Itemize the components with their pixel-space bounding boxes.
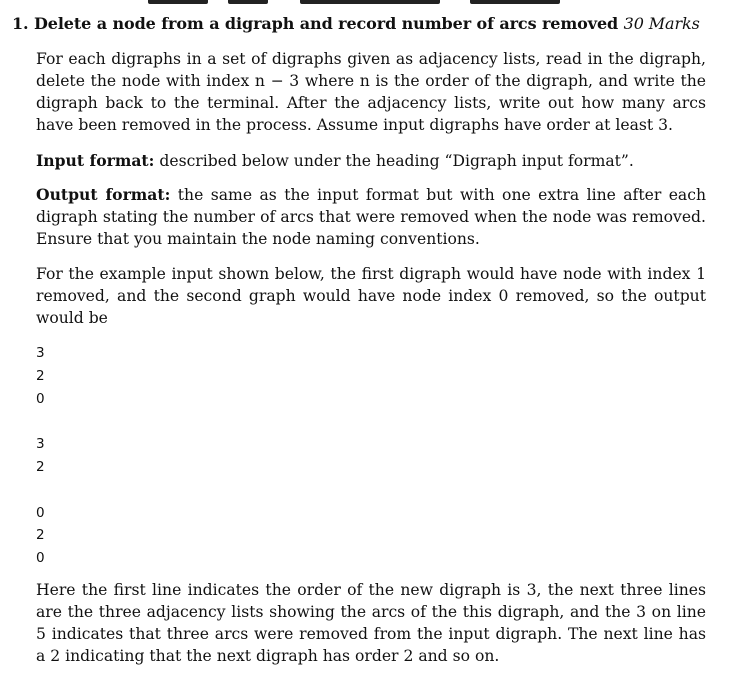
question-marks: 30 Marks (623, 14, 700, 33)
output-line: 2 (36, 368, 45, 384)
output-line: 3 (36, 436, 45, 452)
explanation-paragraph: Here the first line indicates the order of the new digraph is 3, the next three lines are the three adjacency lists showing the arcs of the this digraph, and the 3 on line 5 indicates that three arcs were removed from the input digraph. The next line has a 2 indicating that the next digraph has order 2 and so on. (36, 581, 706, 665)
output-line: 3 (36, 345, 45, 361)
question-heading (12, 14, 717, 33)
output-line: 2 (36, 527, 45, 543)
intro-paragraph: For each digraphs in a set of digraphs given as adjacency lists, read in the digraph, delete the node with index n − 3 where n is the order of the digraph, and write the digraph back to the terminal. After the adjacency lists, write out how many arcs have been removed in the process. Assume input digraphs have order at least 3. (36, 50, 706, 134)
output-format-paragraph (36, 184, 706, 250)
output-format-text: the same as the input format but with one extra line after each digraph stating the number of arcs that were removed when the node was removed. Ensure that you maintain the node naming conventions. (36, 186, 706, 248)
output-line: 0 (36, 505, 45, 521)
input-format-paragraph (36, 150, 706, 172)
example-paragraph: For the example input shown below, the first digraph would have node with index 1 removed, and the second graph would have node index 0 removed, so the output would be (36, 265, 706, 327)
input-format-text: described below under the heading “Digraph input format”. (154, 152, 634, 170)
output-format-label: Output format: (36, 185, 171, 204)
clipped-previous-line (0, 0, 729, 6)
input-format-label: Input format: (36, 151, 155, 170)
question-title: 1. Delete a node from a digraph and record number of arcs removed (12, 14, 619, 33)
output-line: 0 (36, 550, 45, 566)
output-line: 0 (36, 391, 45, 407)
output-line: 2 (36, 459, 45, 475)
